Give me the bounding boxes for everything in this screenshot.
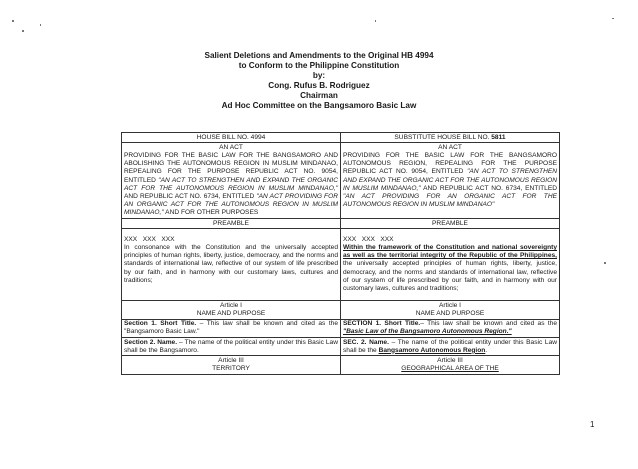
act-text-part: AND REPUBLIC ACT NO. 6734, ENTITLED — [124, 192, 257, 200]
section-text: . — [485, 346, 488, 354]
act-text-part: PROVIDING FOR THE BASIC LAW FOR THE BANGSAMORO AND ABOLISHING THE AUTONOMOUS REGION IN MUSLIM MINDANAO, REPEALING FOR THE PURPOSE REPUBLIC ACT NO. 9054, ENTITLED — [124, 151, 338, 184]
act-title-text — [343, 152, 557, 209]
preamble-omission: XXX XXX XXX — [343, 235, 394, 243]
act-text-italic: "AN ACT PROVIDING FOR AN ORGANIC ACT FOR THE AUTONOMOUS REGION IN MUSLIM MINDANAO" — [343, 192, 557, 209]
section-label: Section 1. Short Title. — [124, 320, 197, 328]
preamble-original — [122, 229, 341, 301]
section-amendment: Bangsamoro Autonomous Region — [378, 346, 486, 354]
article-number: Article III — [437, 356, 463, 364]
preamble-amendment: Within the framework of the Constitution and national sovereignty as well as the territorial integrity of the Republic of the Philippines, — [343, 243, 557, 260]
header-by: by: — [312, 71, 326, 81]
article-number: Article III — [218, 356, 244, 364]
preamble-substitute — [341, 229, 560, 301]
table-header-row — [122, 133, 560, 143]
article-number: Article I — [439, 301, 461, 309]
article1-substitute — [341, 301, 560, 319]
section1-substitute — [341, 319, 560, 337]
section-text: – This law shall be known and cited as the — [420, 320, 557, 328]
column-header-substitute — [341, 133, 560, 143]
act-text-part: AND REPUBLIC ACT NO. 6734, ENTITLED — [420, 184, 557, 192]
act-heading: AN ACT — [438, 143, 462, 151]
preamble-heading-original: PREAMBLE — [122, 219, 341, 229]
table-row-title — [122, 143, 560, 219]
act-text-italic: "AN ACT PROVIDING FOR AN ORGANIC ACT FOR THE AUTONOMOUS REGION IN MUSLIM MINDANAO," — [124, 192, 338, 217]
preamble-omission: XXX XXX XXX — [124, 235, 175, 243]
substitute-act-title — [341, 143, 560, 219]
section-text: – The name of the political entity under this Basic Law shall be the Bangsamoro. — [124, 338, 338, 354]
column-header-original: HOUSE BILL NO. 4994 — [122, 133, 341, 143]
article-title: NAME AND PURPOSE — [196, 309, 266, 317]
table-row-section2 — [122, 338, 560, 356]
section2-substitute — [341, 338, 560, 356]
table-row-preamble — [122, 229, 560, 301]
table-row-section1 — [122, 319, 560, 337]
section-label: SECTION 1. Short Title. — [343, 320, 421, 328]
page-number: 1 — [590, 420, 595, 429]
section2-original — [122, 338, 341, 356]
section-label: SEC. 2. Name. — [343, 338, 389, 346]
preamble-text: In consonance with the Constitution and the universally accepted principles of human rights, liberty, justice, democracy, and the norms and standards of international law, reflective of our system of life prescribed by our faith, and in harmony with our customary laws, cultures and traditions; — [124, 243, 338, 284]
article-title: NAME AND PURPOSE — [415, 309, 485, 317]
header-committee: Ad Hoc Committee on the Bangsamoro Basic Law — [221, 101, 417, 111]
substitute-number: 5811 — [491, 133, 506, 141]
table-row-article3 — [122, 356, 560, 374]
header-subtitle: to Conform to the Philippine Constitution — [238, 61, 400, 71]
article-title: TERRITORY — [212, 365, 250, 373]
article3-substitute — [341, 356, 560, 374]
comparison-table — [121, 132, 560, 375]
section-amendment: "Basic Law of the Bangsamoro Autonomous Region." — [343, 328, 512, 336]
header-author: Cong. Rufus B. Rodriguez — [268, 81, 370, 91]
original-act-title — [122, 143, 341, 219]
preamble-text-part: the universally accepted principles of human rights, liberty, justice, democracy, and the norms and standards of international law, reflective of our system of life prescribed by our faith, and in harmony with our customary laws, cultures and traditions; — [343, 260, 557, 292]
act-heading: AN ACT — [219, 143, 243, 151]
section-text: – This law shall be known and cited as the "Bangsamoro Basic Law." — [124, 320, 338, 336]
preamble-text — [343, 244, 557, 293]
article-number: Article I — [220, 301, 242, 309]
act-text-italic: "AN ACT TO STRENGTHEN AND EXPAND THE ORGANIC ACT FOR THE AUTONOMOUS REGION IN MUSLIM MINDANAO," — [124, 176, 338, 192]
substitute-label: SUBSTITUTE HOUSE BILL NO. — [394, 133, 492, 141]
header-position: Chairman — [300, 91, 338, 101]
section1-original — [122, 319, 341, 337]
article3-original — [122, 356, 341, 374]
section-label: Section 2. Name. — [124, 338, 178, 346]
header-title: Salient Deletions and Amendments to the Original HB 4994 — [204, 51, 434, 60]
act-text-italic: "AN ACT TO STRENGTHEN AND EXPAND THE ORGANIC ACT FOR THE AUTONOMOUS REGION IN MUSLIM MINDANAO," — [343, 168, 557, 192]
act-text-part: PROVIDING FOR THE BASIC LAW FOR THE BANGSAMORO AUTONOMOUS REGION, REPEALING FOR THE PURPOSE REPUBLIC ACT NO. 9054, ENTITLED — [343, 151, 557, 176]
section-text: – The name of the political entity under this Basic Law shall be the — [343, 338, 557, 354]
table-row-article1 — [122, 301, 560, 319]
article1-original — [122, 301, 341, 319]
act-text-part: AND FOR OTHER PURPOSES — [163, 209, 259, 217]
document-header — [0, 51, 638, 112]
table-row-preamble-heading — [122, 219, 560, 229]
preamble-heading-substitute: PREAMBLE — [341, 219, 560, 229]
act-title-text — [124, 152, 338, 218]
article-title: GEOGRAPHICAL AREA OF THE — [401, 365, 499, 373]
